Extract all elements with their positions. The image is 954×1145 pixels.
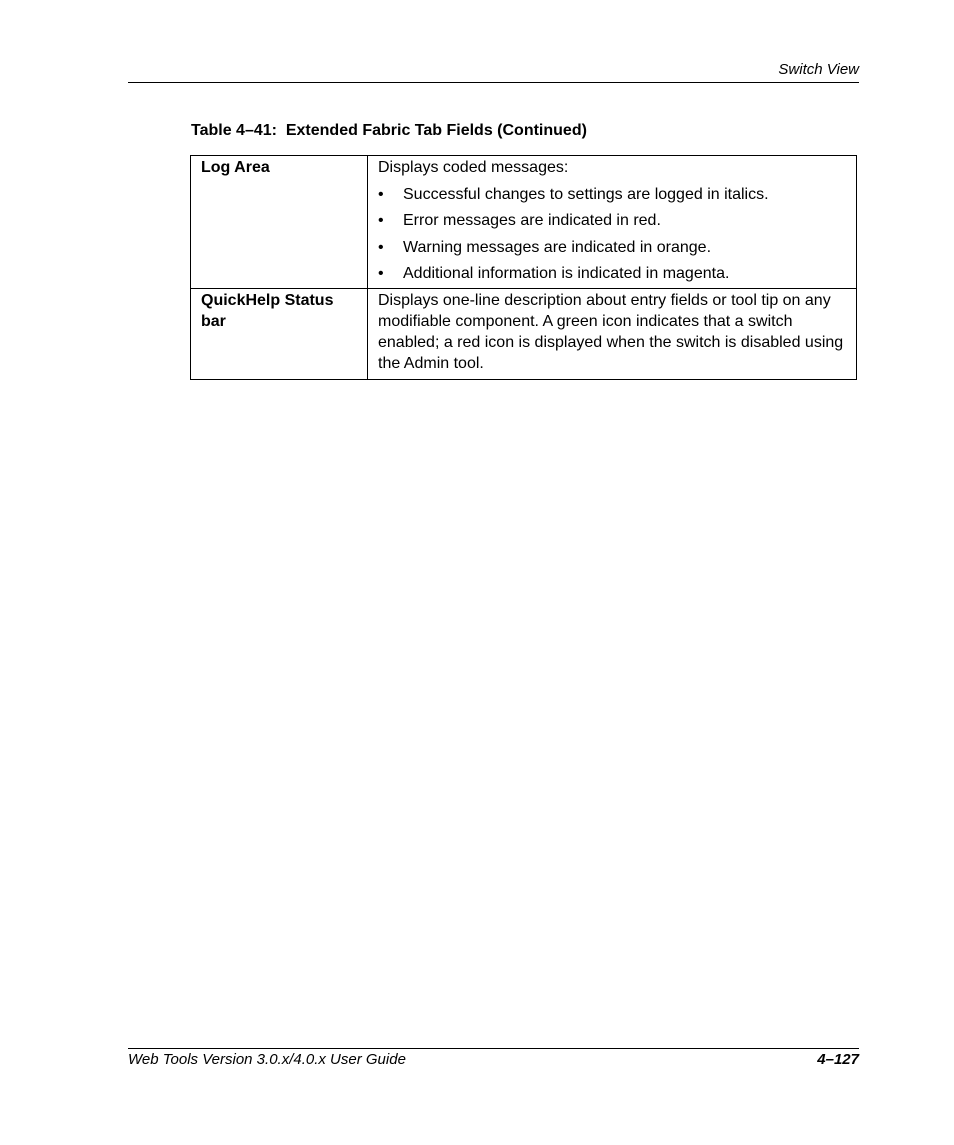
- page-footer: [128, 1048, 859, 1068]
- list-item: [378, 184, 848, 205]
- field-description-cell: [368, 156, 857, 289]
- bullet-icon: •: [378, 185, 384, 203]
- list-item: [378, 263, 848, 284]
- field-name-cell: [191, 156, 368, 289]
- page-number: 4–127: [817, 1051, 859, 1068]
- bullet-list: [378, 184, 848, 285]
- table-row: [191, 156, 857, 289]
- list-item: [378, 237, 848, 258]
- field-name: QuickHelp Status bar: [201, 292, 334, 330]
- list-item-text: Successful changes to settings are logged in italics.: [403, 185, 769, 203]
- list-item-text: Error messages are indicated in red.: [403, 212, 661, 229]
- page-header: [128, 58, 859, 83]
- footer-title: Web Tools Version 3.0.x/4.0.x User Guide: [128, 1051, 406, 1068]
- table-row: [191, 289, 857, 380]
- bullet-icon: •: [378, 265, 384, 282]
- field-description: Displays one-line description about entry fields or tool tip on any modifiable component. A green icon indicates that a switch enabled; a red icon is displayed when the switch is disabled using the Admin tool.: [378, 292, 844, 372]
- list-item-text: Additional information is indicated in magenta.: [403, 265, 730, 282]
- header-title: Switch View: [778, 61, 859, 78]
- bullet-icon: •: [378, 212, 384, 229]
- field-name: Log Area: [201, 159, 270, 176]
- field-name-cell: [191, 289, 368, 380]
- fields-table: [190, 155, 857, 380]
- table-caption: Table 4–41: Extended Fabric Tab Fields (Continued): [191, 122, 587, 139]
- field-description: Displays coded messages:: [378, 159, 569, 176]
- list-item: [378, 210, 848, 231]
- bullet-icon: •: [378, 238, 384, 256]
- list-item-text: Warning messages are indicated in orange.: [403, 238, 712, 256]
- field-description-cell: [368, 289, 857, 380]
